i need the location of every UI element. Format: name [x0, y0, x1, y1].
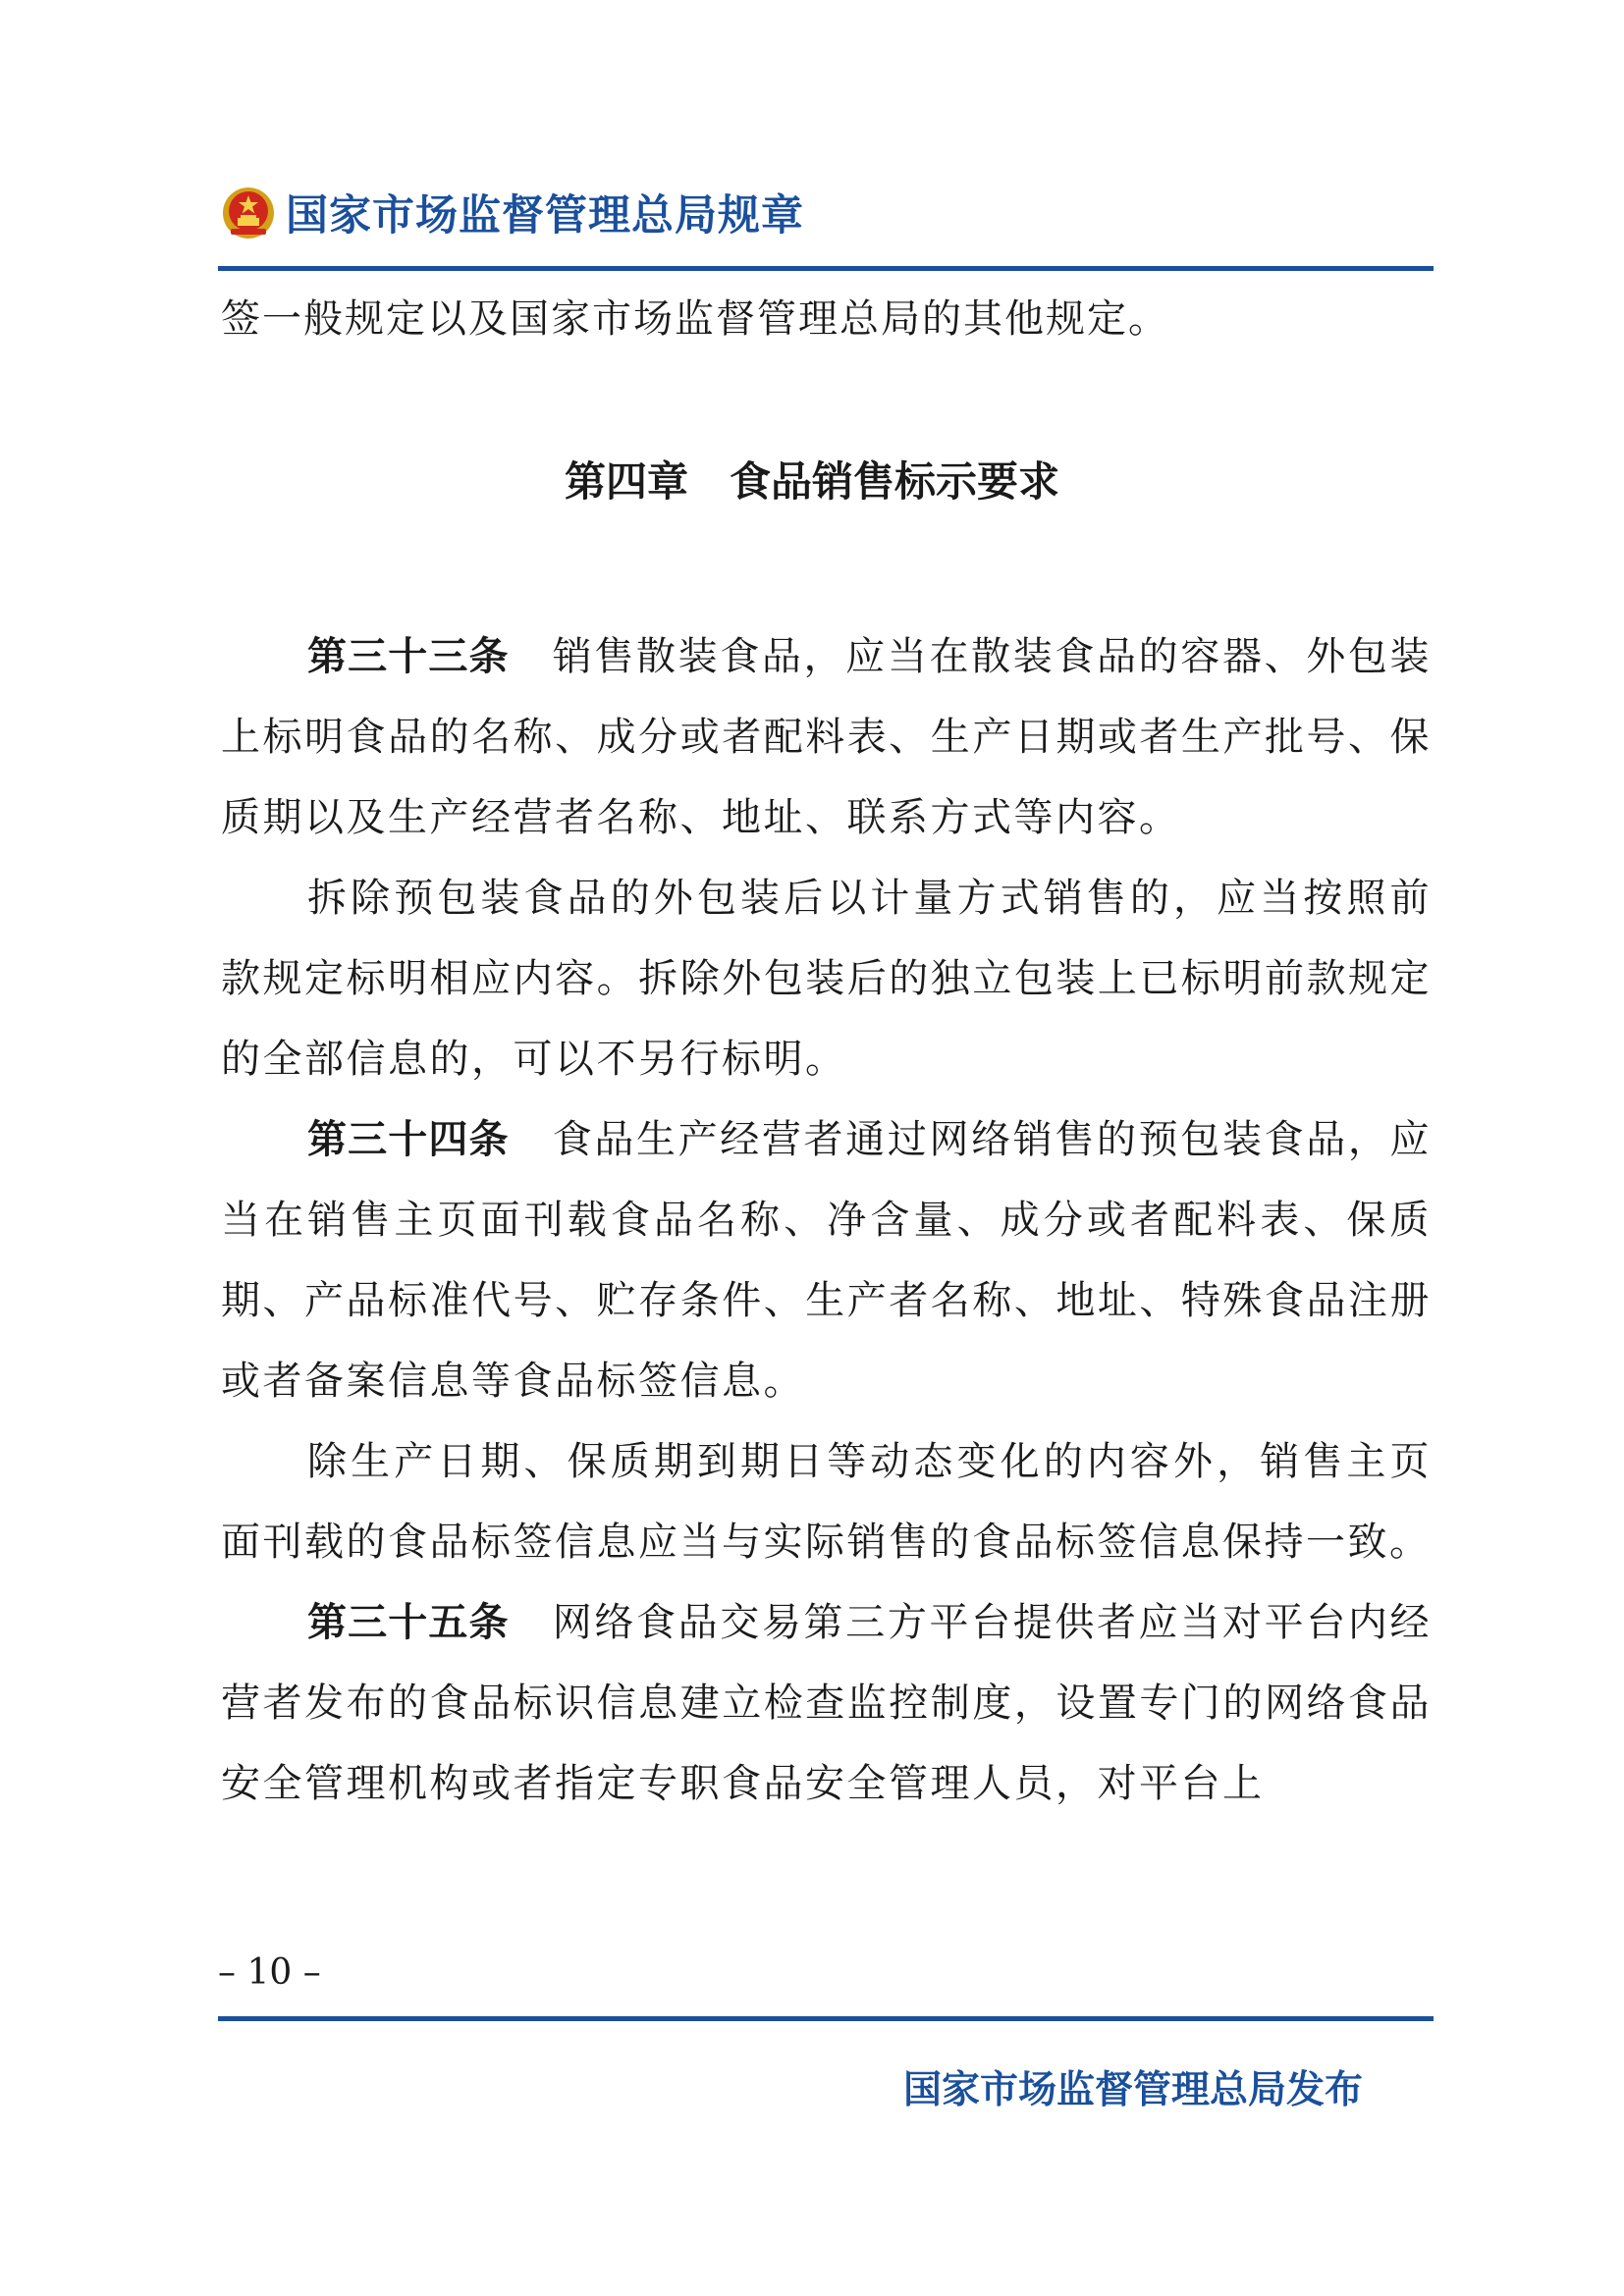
article-paragraph: [221, 858, 1432, 1099]
header-title: 国家市场监督管理总局规章: [286, 191, 804, 240]
continuation-text: 签一般规定以及国家市场监督管理总局的其他规定。: [221, 296, 1169, 342]
paragraph-text: 销售散装食品，应当在散装食品的容器、外包装上标明食品的名称、成分或者配料表、生产日期或者生产批号、保质期以及生产经营者名称、地址、联系方式等内容。: [221, 634, 1433, 840]
document-body: [221, 616, 1432, 1824]
page-number: – 10 –: [218, 1952, 321, 1993]
article-paragraph: [221, 616, 1432, 858]
paragraph-text: 网络食品交易第三方平台提供者应当对平台内经营者发布的食品标识信息建立检查监控制度，设置专门的网络食品安全管理机构或者指定专职食品安全管理人员，对平台上: [221, 1600, 1433, 1806]
footer-publisher: 国家市场监督管理总局发布: [902, 2068, 1363, 2112]
footer-divider: [218, 2016, 1434, 2021]
paragraph-text: 拆除预包装食品的外包装后以计量方式销售的，应当按照前款规定标明相应内容。拆除外包装后的独立包装上已标明前款规定的全部信息的，可以不另行标明。: [221, 876, 1432, 1082]
article-paragraph: [221, 1421, 1432, 1582]
chapter-title: 第四章 食品销售标示要求: [564, 457, 1059, 506]
article-paragraph: [221, 1582, 1432, 1824]
header-divider: [218, 266, 1434, 271]
article-label: 第三十四条: [307, 1117, 510, 1162]
national-emblem-icon: [221, 186, 276, 240]
document-header: [221, 183, 804, 242]
paragraph-text: 食品生产经营者通过网络销售的预包装食品，应当在销售主页面刊载食品名称、净含量、成分或者配料表、保质期、产品标准代号、贮存条件、生产者名称、地址、特殊食品注册或者备案信息等食品标签信息。: [221, 1117, 1433, 1404]
article-label: 第三十三条: [307, 634, 510, 679]
article-paragraph: [221, 1099, 1432, 1421]
article-label: 第三十五条: [307, 1600, 510, 1645]
paragraph-text: 除生产日期、保质期到期日等动态变化的内容外，销售主页面刊载的食品标签信息应当与实际销售的食品标签信息保持一致。: [221, 1439, 1432, 1565]
